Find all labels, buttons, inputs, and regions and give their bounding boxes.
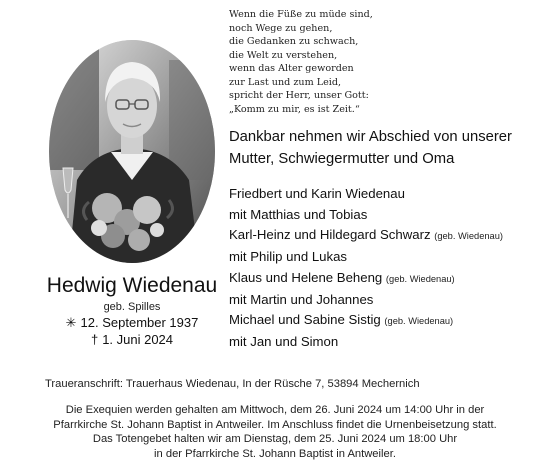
death-date-line xyxy=(18,331,246,348)
poem-line: die Welt zu verstehen, xyxy=(229,49,338,61)
poem-line: „Komm zu mir, es ist Zeit.“ xyxy=(229,103,360,115)
family-member: mit Philip und Lukas xyxy=(229,249,348,265)
poem-line: noch Wege zu gehen, xyxy=(229,22,333,34)
funeral-line: in der Pfarrkirche St. Johann Baptist in Antweiler. xyxy=(154,447,396,460)
poem-line: spricht der Herr, unser Gott: xyxy=(229,90,369,101)
funeral-line: Pfarrkirche St. Johann Baptist in Antweiler. Im Anschluss findet die Urnenbeisetzung statt. xyxy=(53,418,497,431)
family-member: Friedbert und Karin Wiedenau xyxy=(229,186,405,201)
poem-line: die Gedanken zu schwach, xyxy=(229,36,359,47)
birth-name: geb. Spilles xyxy=(103,301,161,313)
headline-line: Mutter, Schwiegermutter und Oma xyxy=(229,151,455,167)
poem-line: wenn das Alter geworden xyxy=(229,63,354,74)
family-row xyxy=(229,268,550,290)
poem xyxy=(229,8,529,116)
family-row xyxy=(229,225,550,247)
mourning-address: Traueranschrift: Trauerhaus Wiedenau, In der Rüsche 7, 53894 Mechernich xyxy=(45,378,420,390)
birth-star-icon: ✳ xyxy=(65,315,77,330)
headline-line: Dankbar nehmen wir Abschied von unserer xyxy=(229,129,512,145)
deceased-block xyxy=(18,273,246,348)
maiden-name-note: (geb. Wiedenau) xyxy=(434,231,503,242)
family-member: Karl-Heinz und Hildegard Schwarz xyxy=(229,227,431,243)
maiden-name-note: (geb. Wiedenau) xyxy=(384,316,454,327)
family-row xyxy=(229,310,550,332)
family-row xyxy=(229,247,550,268)
funeral-line: Das Totengebet halten wir am Dienstag, dem 25. Juni 2024 um 18:00 Uhr xyxy=(92,433,458,445)
family-member: mit Martin und Johannes xyxy=(229,291,374,307)
family-member: Klaus und Helene Beheng xyxy=(229,269,383,285)
family-member: Michael und Sabine Sistig xyxy=(229,312,381,328)
family-member: mit Matthias und Tobias xyxy=(229,206,368,222)
birth-date: 12. September 1937 xyxy=(80,315,199,330)
maiden-name-note: (geb. Wiedenau) xyxy=(385,273,455,284)
death-cross-icon: † xyxy=(90,332,99,347)
family-row xyxy=(229,184,550,205)
family-row xyxy=(229,205,550,226)
family-member: mit Jan und Simon xyxy=(229,333,339,349)
poem-line: zur Last und zum Leid, xyxy=(229,76,342,88)
family-row xyxy=(229,332,550,353)
portrait-photo-illustration xyxy=(49,40,215,263)
funeral-line: Die Exequien werden gehalten am Mittwoch, dem 26. Juni 2024 um 14:00 Uhr in der xyxy=(65,404,485,416)
portrait-photo xyxy=(49,40,215,263)
funeral-information xyxy=(10,403,540,461)
family-list xyxy=(229,184,550,353)
deceased-name: Hedwig Wiedenau xyxy=(46,274,218,297)
poem-line: Wenn die Füße zu müde sind, xyxy=(229,9,373,20)
farewell-headline xyxy=(229,126,549,170)
birth-date-line xyxy=(18,314,246,331)
death-date: 1. Juni 2024 xyxy=(102,332,174,347)
family-row xyxy=(229,290,550,311)
